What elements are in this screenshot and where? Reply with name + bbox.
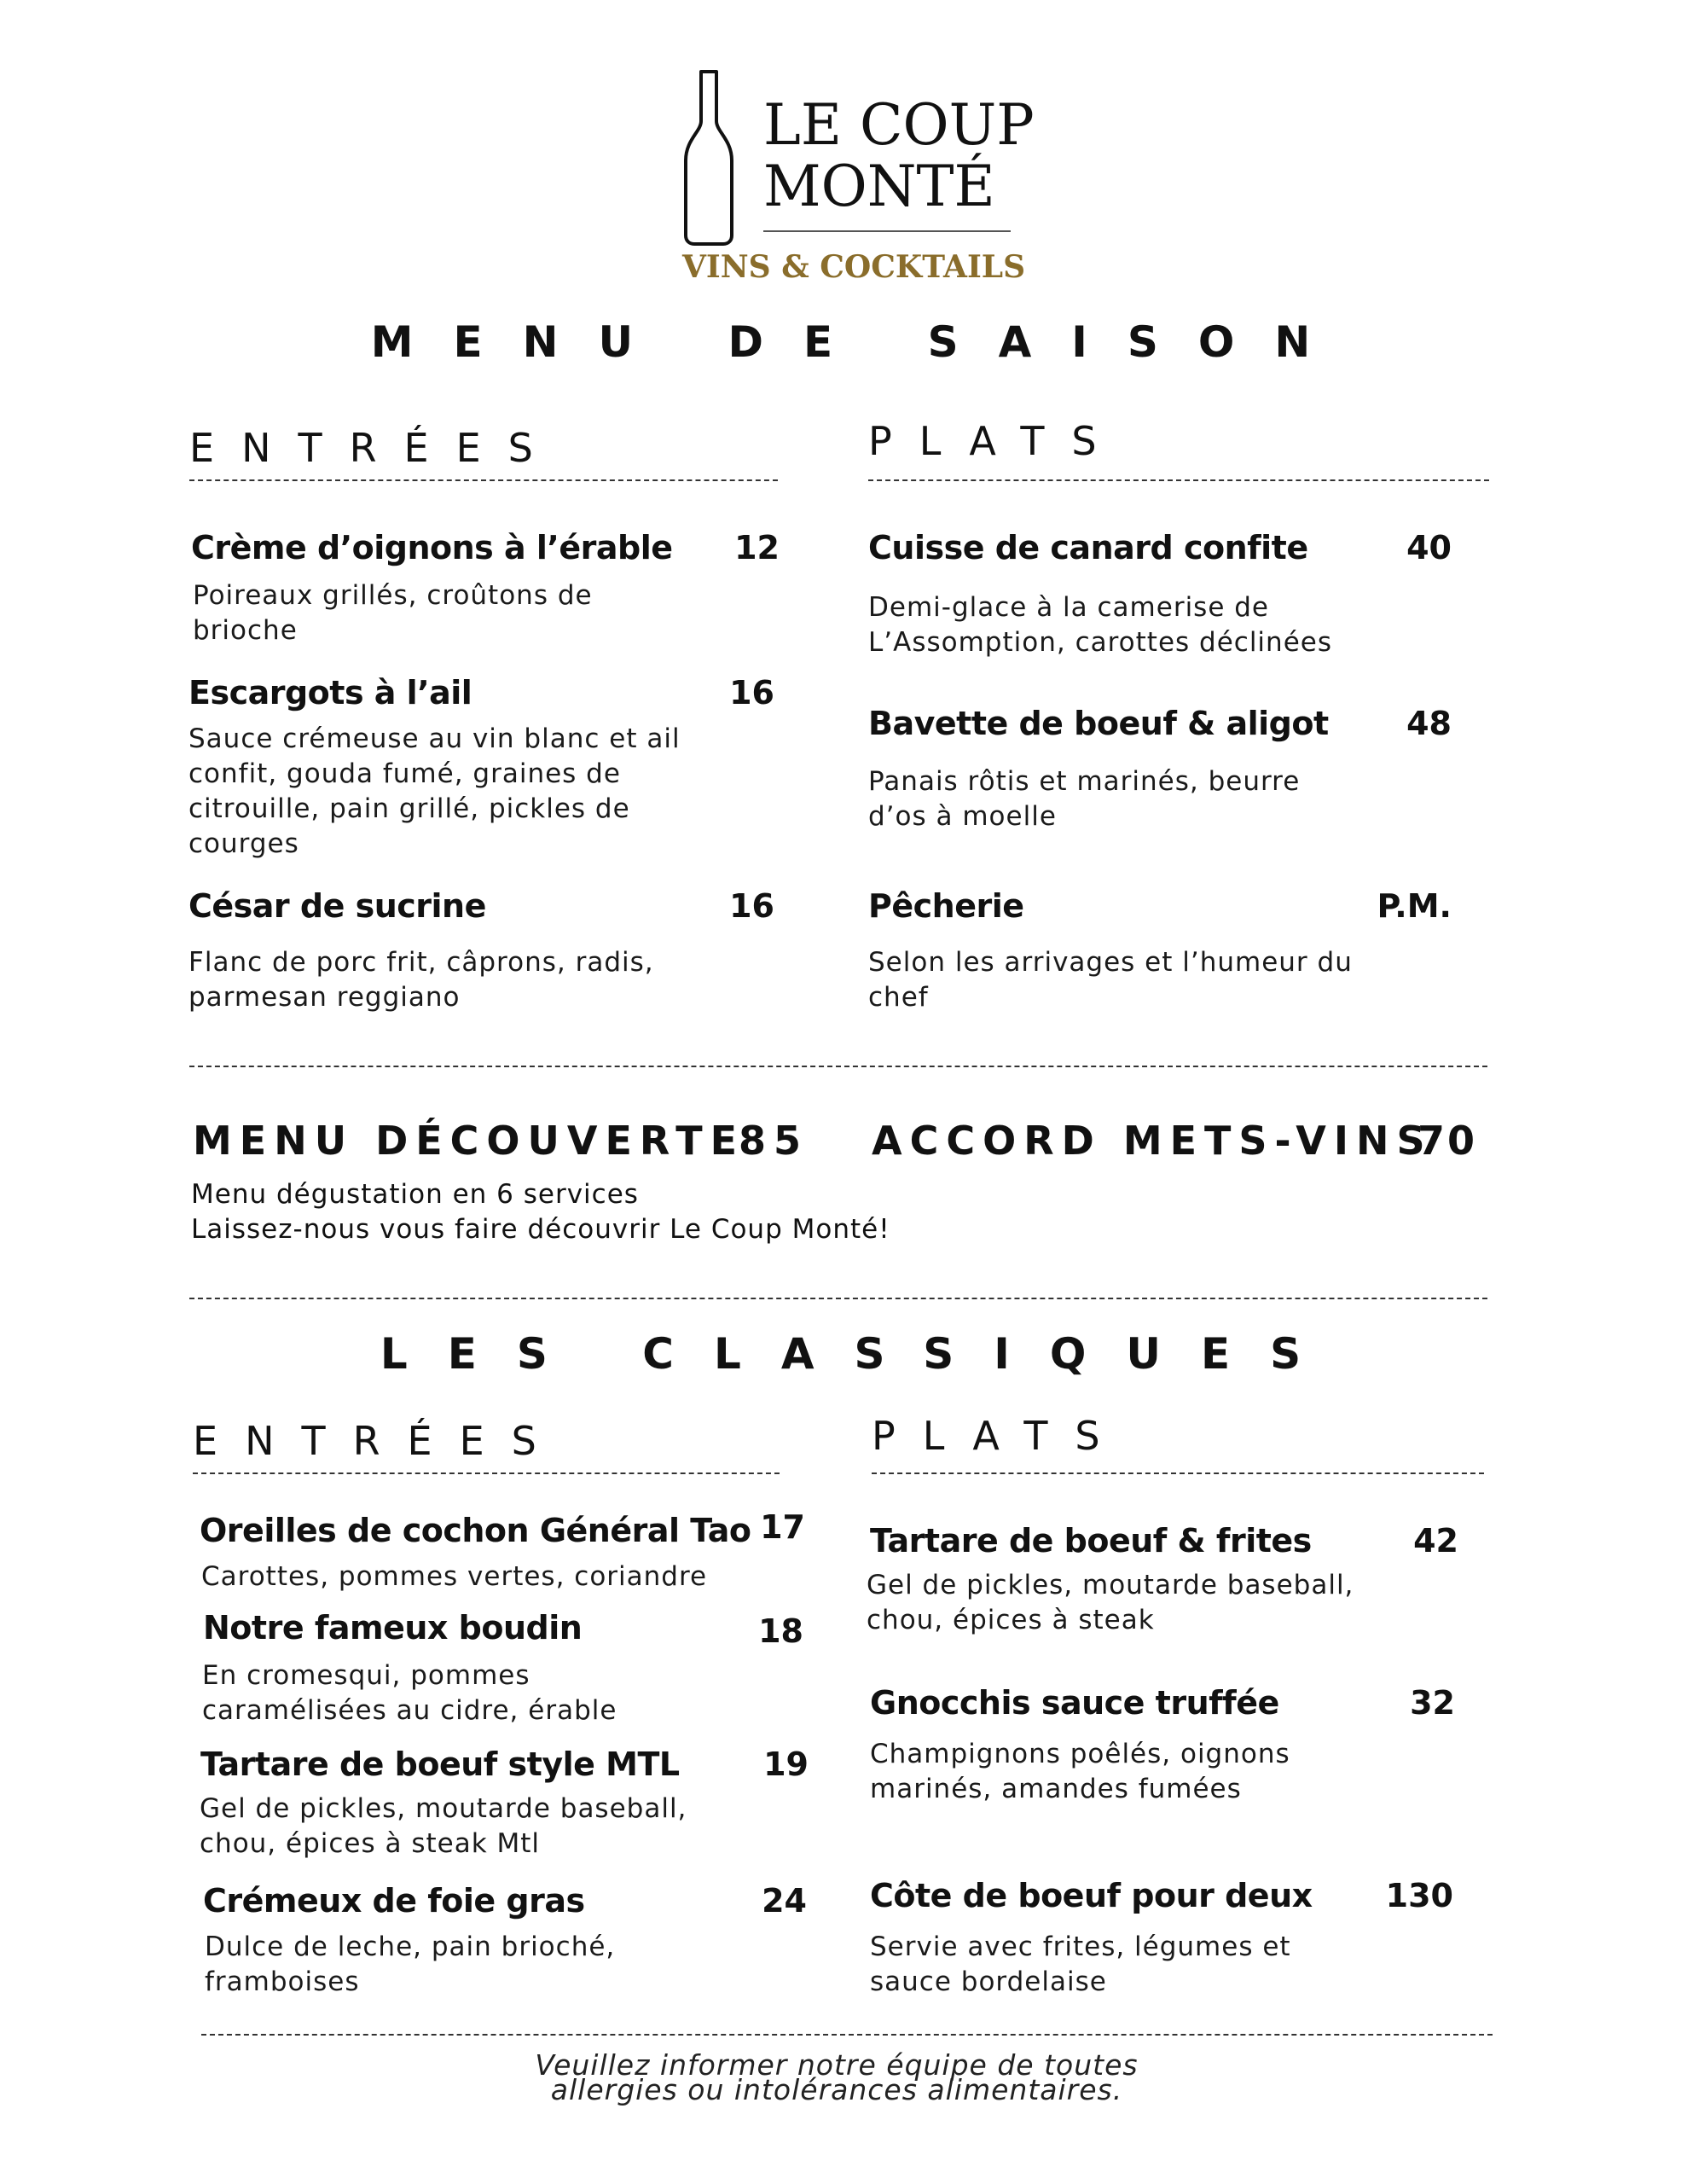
- divider: [193, 1472, 780, 1474]
- menu-item-price: 16: [729, 887, 774, 925]
- menu-item-description: Dulce de leche, pain brioché, framboises: [205, 1931, 616, 1997]
- logo-name-line1: LE COUP: [763, 92, 1035, 158]
- menu-item-price: P.M.: [1377, 887, 1452, 925]
- menu-item-description: Gel de pickles, moutarde baseball, chou, épices à steak Mtl: [200, 1793, 687, 1859]
- divider: [189, 1298, 1487, 1299]
- menu-item-name: Tartare de boeuf style MTL: [200, 1745, 680, 1783]
- decouverte-price: 85: [739, 1118, 809, 1164]
- menu-item-description: Champignons poêlés, oignons marinés, amandes fumées: [870, 1739, 1290, 1804]
- menu-item-name: Notre fameux boudin: [203, 1609, 583, 1647]
- menu-item-price: 12: [734, 529, 780, 566]
- accord-price: 70: [1417, 1118, 1478, 1164]
- menu-item-description: Selon les arrivages et l’humeur du chef: [868, 947, 1353, 1013]
- menu-item-name: Pêcherie: [868, 887, 1024, 925]
- menu-item-name: Oreilles de cochon Général Tao: [200, 1512, 751, 1549]
- restaurant-logo: [682, 68, 1035, 299]
- menu-item-name: Crémeux de foie gras: [203, 1882, 585, 1920]
- menu-item-price: 42: [1413, 1522, 1458, 1560]
- menu-item-description: Poireaux grillés, croûtons de brioche: [193, 580, 593, 646]
- menu-item-description: Gel de pickles, moutarde baseball, chou, épices à steak: [867, 1570, 1354, 1635]
- decouverte-description: Menu dégustation en 6 services Laissez-nous vous faire découvrir Le Coup Monté!: [191, 1179, 890, 1245]
- section-title-saison: MENU DE SAISON: [370, 317, 1351, 367]
- decouverte-label: MENU DÉCOUVERTE: [193, 1118, 745, 1164]
- wine-bottle-icon: [682, 68, 735, 247]
- menu-item-price: 18: [758, 1612, 803, 1650]
- menu-item-description: Sauce crémeuse au vin blanc et ail confit, gouda fumé, graines de citrouille, pain grillé, pickles de courges: [188, 723, 681, 859]
- logo-name-line2: MONTÉ: [763, 154, 995, 219]
- menu-item-price: 48: [1406, 705, 1452, 742]
- menu-item-description: Demi-glace à la camerise de L’Assomption, carottes déclinées: [868, 592, 1332, 658]
- divider: [189, 479, 778, 481]
- divider: [868, 479, 1489, 481]
- menu-item-description: Servie avec frites, légumes et sauce bordelaise: [870, 1931, 1291, 1997]
- menu-item-price: 19: [763, 1745, 809, 1783]
- menu-item-price: 130: [1385, 1877, 1453, 1914]
- section-title-classiques: LES CLASSIQUES: [380, 1329, 1342, 1379]
- menu-item-price: 32: [1410, 1684, 1455, 1722]
- logo-divider: [763, 230, 1011, 232]
- menu-item-price: 24: [762, 1882, 807, 1920]
- menu-item-description: Panais rôtis et marinés, beurre d’os à moelle: [868, 766, 1301, 832]
- allergy-notice: Veuillez informer notre équipe de toutes allergies ou intolérances alimentaires.: [535, 2048, 1139, 2106]
- accord-label: ACCORD METS-VINS: [872, 1118, 1433, 1164]
- divider: [189, 1066, 1487, 1067]
- divider: [872, 1472, 1484, 1474]
- menu-item-price: 16: [729, 674, 774, 712]
- menu-item-name: Cuisse de canard confite: [868, 529, 1308, 566]
- classiques-plats-heading: PLATS: [872, 1413, 1128, 1459]
- saison-entrees-heading: ENTRÉES: [189, 425, 560, 471]
- logo-tagline: VINS & COCKTAILS: [682, 249, 1026, 285]
- menu-item-price: 40: [1406, 529, 1452, 566]
- menu-item-name: Côte de boeuf pour deux: [870, 1877, 1313, 1914]
- divider: [201, 2034, 1493, 2036]
- menu-item-name: Gnocchis sauce truffée: [870, 1684, 1279, 1722]
- classiques-entrees-heading: ENTRÉES: [193, 1418, 564, 1464]
- menu-item-description: En cromesqui, pommes caramélisées au cidre, érable: [202, 1660, 617, 1726]
- menu-item-price: 17: [760, 1508, 805, 1546]
- menu-item-name: Bavette de boeuf & aligot: [868, 705, 1329, 742]
- menu-item-description: Carottes, pommes vertes, coriandre: [201, 1561, 708, 1592]
- menu-item-name: Tartare de boeuf & frites: [870, 1522, 1312, 1560]
- menu-item-description: Flanc de porc frit, câprons, radis, parmesan reggiano: [188, 947, 654, 1013]
- menu-item-name: Crème d’oignons à l’érable: [191, 529, 673, 566]
- menu-item-name: César de sucrine: [188, 887, 486, 925]
- saison-plats-heading: PLATS: [868, 418, 1124, 464]
- menu-item-name: Escargots à l’ail: [188, 674, 472, 712]
